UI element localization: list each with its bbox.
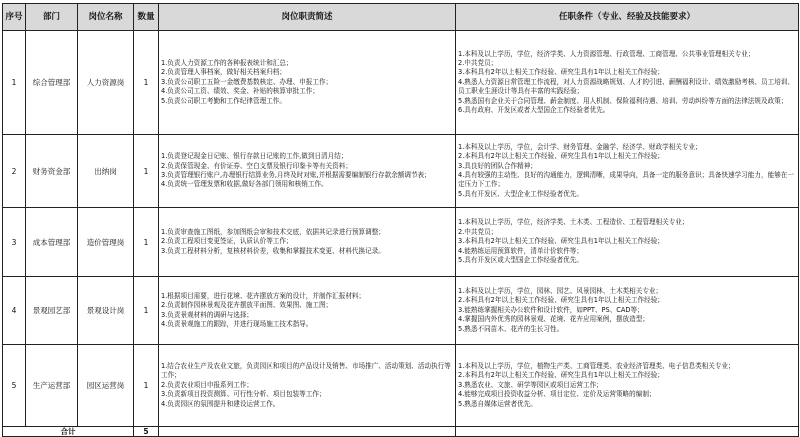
cell-seq: 1 bbox=[3, 31, 26, 135]
requirement-line: 2.中共党员； bbox=[458, 58, 498, 67]
requirement-line: 1.本科及以上学历，学位，园林、园艺、风景园林、土木类相关专业； bbox=[458, 286, 663, 295]
cell-count: 1 bbox=[134, 277, 159, 345]
duty-line: 1.负责登记现金日记账、银行存款日记账的工作,做到日清月结； bbox=[161, 152, 348, 161]
requirement-line: 3.具良好的团队合作精神； bbox=[458, 161, 537, 170]
requirement-line: 2.本科具有2年以上相关工作经验、研究生具有1年以上相关工作经验； bbox=[458, 371, 664, 380]
duty-line: 1.负责审查施工图纸，参加图纸会审和技术交底，依据其记录进行预算调整； bbox=[161, 227, 385, 236]
requirement-line: 5.具有开发区、大型企业工作经验者优先。 bbox=[458, 189, 583, 198]
total-empty-duties bbox=[159, 427, 456, 437]
requirement-line: 5.具有开发区或大型国企工作经验者优先。 bbox=[458, 256, 583, 265]
duty-line: 4.负责公司工资、绩效、奖金、补贴的核算审批工作； bbox=[161, 87, 319, 96]
requirement-line: 5.熟悉国有企业关于合同管理、薪金制度、用人机制、保险福利待遇、培训、劳动纠纷等方面的法律法规及政策； bbox=[458, 96, 788, 105]
cell-duties bbox=[159, 31, 456, 135]
requirement-line: 1.本科及以上学历，学位，植物生产类、工商管理类、农业经济管理类、电子信息类相关专业； bbox=[458, 361, 735, 370]
total-row bbox=[3, 427, 799, 437]
requirement-line: 6.具有政府、开发区或者大型国企工作经验者优先。 bbox=[458, 106, 610, 115]
requirement-line: 1.本科及以上学历，学位，会计学、财务管理、金融学、经济学、财政学相关专业； bbox=[458, 142, 702, 151]
duty-line: 3.负责新项目投资测算、可行性分析、项目包装等工作； bbox=[161, 390, 326, 399]
table-row bbox=[3, 31, 799, 135]
duty-line: 1.根据项目需要，进行花境、花卉摆放方案的设计，并制作汇报材料； bbox=[161, 291, 366, 300]
cell-count: 1 bbox=[134, 208, 159, 277]
duty-line: 4.负责景观施工的跟踪，并进行现场施工技术指导。 bbox=[161, 319, 313, 328]
requirement-line: 4.能够完成项目投资收益分析、项目定位、定价及运营策略的编制； bbox=[458, 390, 656, 399]
duty-line: 2.负责工程项目变更签证，认质认价等工作； bbox=[161, 237, 293, 246]
cell-seq: 5 bbox=[3, 345, 26, 427]
requirement-line: 1.本科及以上学历，学位，经济学类、人力资源管理、行政管理、工商管理、公共事业管理相关专业； bbox=[458, 49, 755, 58]
duty-line: 5.负责公司职工考勤和工作纪律管理工作。 bbox=[161, 96, 286, 105]
requirement-line: 4.具有较强的主动性、良好的沟通能力，逻辑清晰，成果导向，具备一定的服务意识；具备快速学习能力，能够在一定压力下工作； bbox=[458, 171, 794, 189]
cell-duties bbox=[159, 135, 456, 208]
duty-line: 3.负责景观材料的调研与选择； bbox=[161, 310, 254, 319]
duty-line: 3.负责工程材料分析，复核材料价差，收集和掌握技术变更、材料代换记录。 bbox=[161, 246, 385, 255]
duty-line: 2.负责制作园林景观及花卉摆放平面图、效果图、施工图； bbox=[161, 301, 333, 310]
duty-line: 4.负责统一管理发票和收据,做好各部门领用和核销工作。 bbox=[161, 180, 328, 189]
cell-requirements bbox=[456, 208, 799, 277]
duty-line: 4.负责园区的氛围提升和建设运营工作。 bbox=[161, 399, 280, 408]
cell-seq: 4 bbox=[3, 277, 26, 345]
table-row bbox=[3, 345, 799, 427]
header-dept: 部门 bbox=[26, 4, 78, 31]
requirement-line: 3.本科具有2年以上相关工作经验、研究生具有1年以上相关工作经验； bbox=[458, 237, 664, 246]
header-seq: 序号 bbox=[3, 4, 26, 31]
cell-position: 园区运营岗 bbox=[78, 345, 134, 427]
cell-position: 出纳岗 bbox=[78, 135, 134, 208]
requirement-line: 5.熟悉自媒体运营者优先。 bbox=[458, 399, 537, 408]
table-row bbox=[3, 135, 799, 208]
header-count: 数量 bbox=[134, 4, 159, 31]
header-requirements: 任职条件（专业、经验及技能要求） bbox=[456, 4, 799, 31]
cell-dept: 成本管理部 bbox=[26, 208, 78, 277]
header-position: 岗位名称 bbox=[78, 4, 134, 31]
duty-line: 3.负责公司职工五险一金缴费基数核定、办理、申报工作； bbox=[161, 77, 333, 86]
cell-requirements bbox=[456, 31, 799, 135]
requirement-line: 4.能熟练运用预算软件，清单计价软件等； bbox=[458, 246, 583, 255]
cell-duties bbox=[159, 345, 456, 427]
cell-dept: 景观园艺部 bbox=[26, 277, 78, 345]
cell-dept: 综合管理部 bbox=[26, 31, 78, 135]
cell-requirements bbox=[456, 135, 799, 208]
table-row bbox=[3, 277, 799, 345]
requirement-line: 4.掌握国内外优秀的园林景观、花境、花卉应用案例，摆放造型； bbox=[458, 315, 649, 324]
requirement-line: 3.本科具有2年以上相关工作经验、研究生具有1年以上相关工作经验； bbox=[458, 68, 664, 77]
cell-count: 1 bbox=[134, 345, 159, 427]
duty-line: 2.负责管理人事档案，做好相关档案归档； bbox=[161, 68, 286, 77]
cell-seq: 2 bbox=[3, 135, 26, 208]
cell-position: 造价管理岗 bbox=[78, 208, 134, 277]
header-duties: 岗位职责简述 bbox=[159, 4, 456, 31]
header-row bbox=[3, 4, 799, 31]
cell-requirements bbox=[456, 345, 799, 427]
cell-count: 1 bbox=[134, 135, 159, 208]
cell-duties bbox=[159, 208, 456, 277]
duty-line: 2.负责保管现金、有价证券、空白支票及银行印鉴卡等有关资料； bbox=[161, 161, 352, 170]
total-empty-requirements bbox=[456, 427, 799, 437]
cell-position: 景观设计岗 bbox=[78, 277, 134, 345]
total-label: 合计 bbox=[3, 427, 134, 437]
requirement-line: 1.本科及以上学历，学位，经济学类、土木类、工程造价、工程管理相关专业； bbox=[458, 218, 689, 227]
duty-line: 3.负责管理银行账户,办理银行结算业务,月终及时对账,并根据需要编制银行存款余额调节表； bbox=[161, 171, 431, 179]
cell-count: 1 bbox=[134, 31, 159, 135]
requirement-line: 2.本科具有2年以上相关工作经验、研究生具有1年以上相关工作经验； bbox=[458, 296, 664, 305]
cell-dept: 财务资金部 bbox=[26, 135, 78, 208]
requirement-line: 2.本科具有2年以上相关工作经验、研究生具有1年以上相关工作经验； bbox=[458, 152, 664, 161]
table-row bbox=[3, 208, 799, 277]
requirement-line: 3.熟悉农业、文旅、研学等园区或项目运营工作； bbox=[458, 380, 603, 389]
requirement-line: 3.能熟练掌握相关办公软件和设计软件，如PPT、PS、CAD等； bbox=[458, 305, 644, 314]
cell-duties bbox=[159, 277, 456, 345]
duty-line: 1.结合农业生产及农业文旅，负责园区和项目的产品设计及销售、市场推广、活动策划、活动执行等工作； bbox=[161, 361, 451, 380]
job-table bbox=[2, 3, 799, 437]
requirement-line: 2.中共党员； bbox=[458, 227, 498, 236]
duty-line: 2.负责农业项目申报系列工作； bbox=[161, 380, 254, 389]
total-count: 5 bbox=[134, 427, 159, 437]
cell-requirements bbox=[456, 277, 799, 345]
cell-position: 人力资源岗 bbox=[78, 31, 134, 135]
requirement-line: 5.熟悉不同苗木、花卉的生长习性。 bbox=[458, 324, 564, 333]
cell-dept: 生产运营部 bbox=[26, 345, 78, 427]
duty-line: 1.负责人力资源工作的各种报表统计和汇总； bbox=[161, 58, 293, 67]
requirement-line: 4.熟悉人力资源日常管理工作流程，对人力资源战略规划、人才的引进、薪酬福利设计、绩效激励考核、员工培训、员工职业生涯设计等具有丰富的实践经验； bbox=[458, 77, 794, 96]
cell-seq: 3 bbox=[3, 208, 26, 277]
